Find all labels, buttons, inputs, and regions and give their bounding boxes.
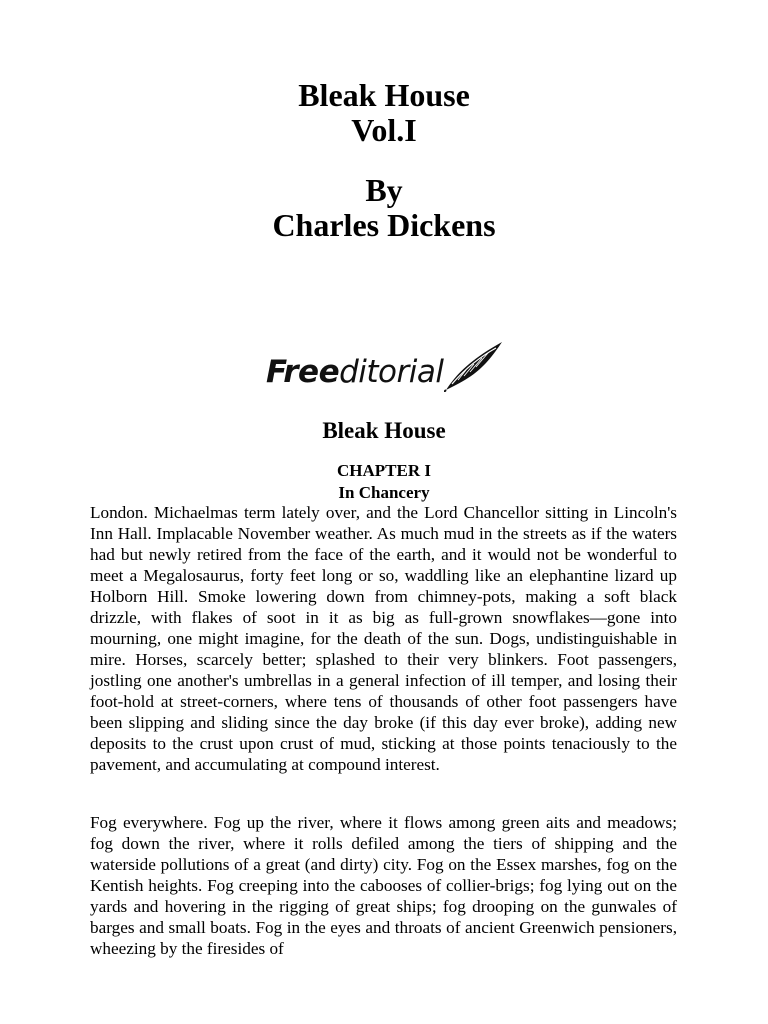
title-line-1: Bleak House xyxy=(298,77,470,113)
chapter-number: CHAPTER I xyxy=(337,461,431,480)
paragraph: London. Michaelmas term lately over, and the Lord Chancellor sitting in Lincoln's Inn Hall. Implacable November weather. As much mud in the streets as if the waters had but newly retired from the face of the earth, and it would not be wonderful to meet a Megalosaurus, forty feet long or so, waddling like an elephantine lizard up Holborn Hill. Smoke lowering down from chimney-pots, making a soft black drizzle, with flakes of soot in it as big as full-grown snowflakes—gone into mourning, one might imagine, for the death of the sun. Dogs, undistinguishable in mire. Horses, scarcely better; splashed to their very blinkers. Foot passengers, jostling one another's umbrellas in a general infection of ill temper, and losing their foot-hold at street-corners, where tens of thousands of other foot passengers have been slipping and sliding since the day broke (if this day ever broke), adding new deposits to the crust upon crust of mud, sticking at those points tenaciously to the pavement, and accumulating at compound interest. xyxy=(90,503,677,774)
publisher-logo xyxy=(266,340,506,392)
feather-quill-icon xyxy=(444,340,504,392)
author-block xyxy=(0,173,768,243)
by-label: By xyxy=(365,172,403,208)
paragraph: Fog everywhere. Fog up the river, where it flows among green aits and meadows; fog down the river, where it rolls defiled among the tiers of shipping and the waterside pollutions of a great (and dirty) city. Fog on the Essex marshes, fog on the Kentish heights. Fog creeping into the cabooses of collier-brigs; fog lying out on the yards and hovering in the rigging of great ships; fog drooping on the gunwales of barges and small boats. Fog in the eyes and throats of ancient Greenwich pensioners, wheezing by the firesides of xyxy=(90,813,677,958)
chapter-title: In Chancery xyxy=(338,483,430,502)
logo-text-light: ditorial xyxy=(339,354,444,390)
title-line-2: Vol.I xyxy=(351,112,417,148)
author-name: Charles Dickens xyxy=(272,207,496,243)
logo-text-bold: Free xyxy=(266,354,340,390)
publisher-logo-text xyxy=(266,354,444,390)
book-title xyxy=(0,78,768,148)
book-heading: Bleak House xyxy=(322,418,446,443)
